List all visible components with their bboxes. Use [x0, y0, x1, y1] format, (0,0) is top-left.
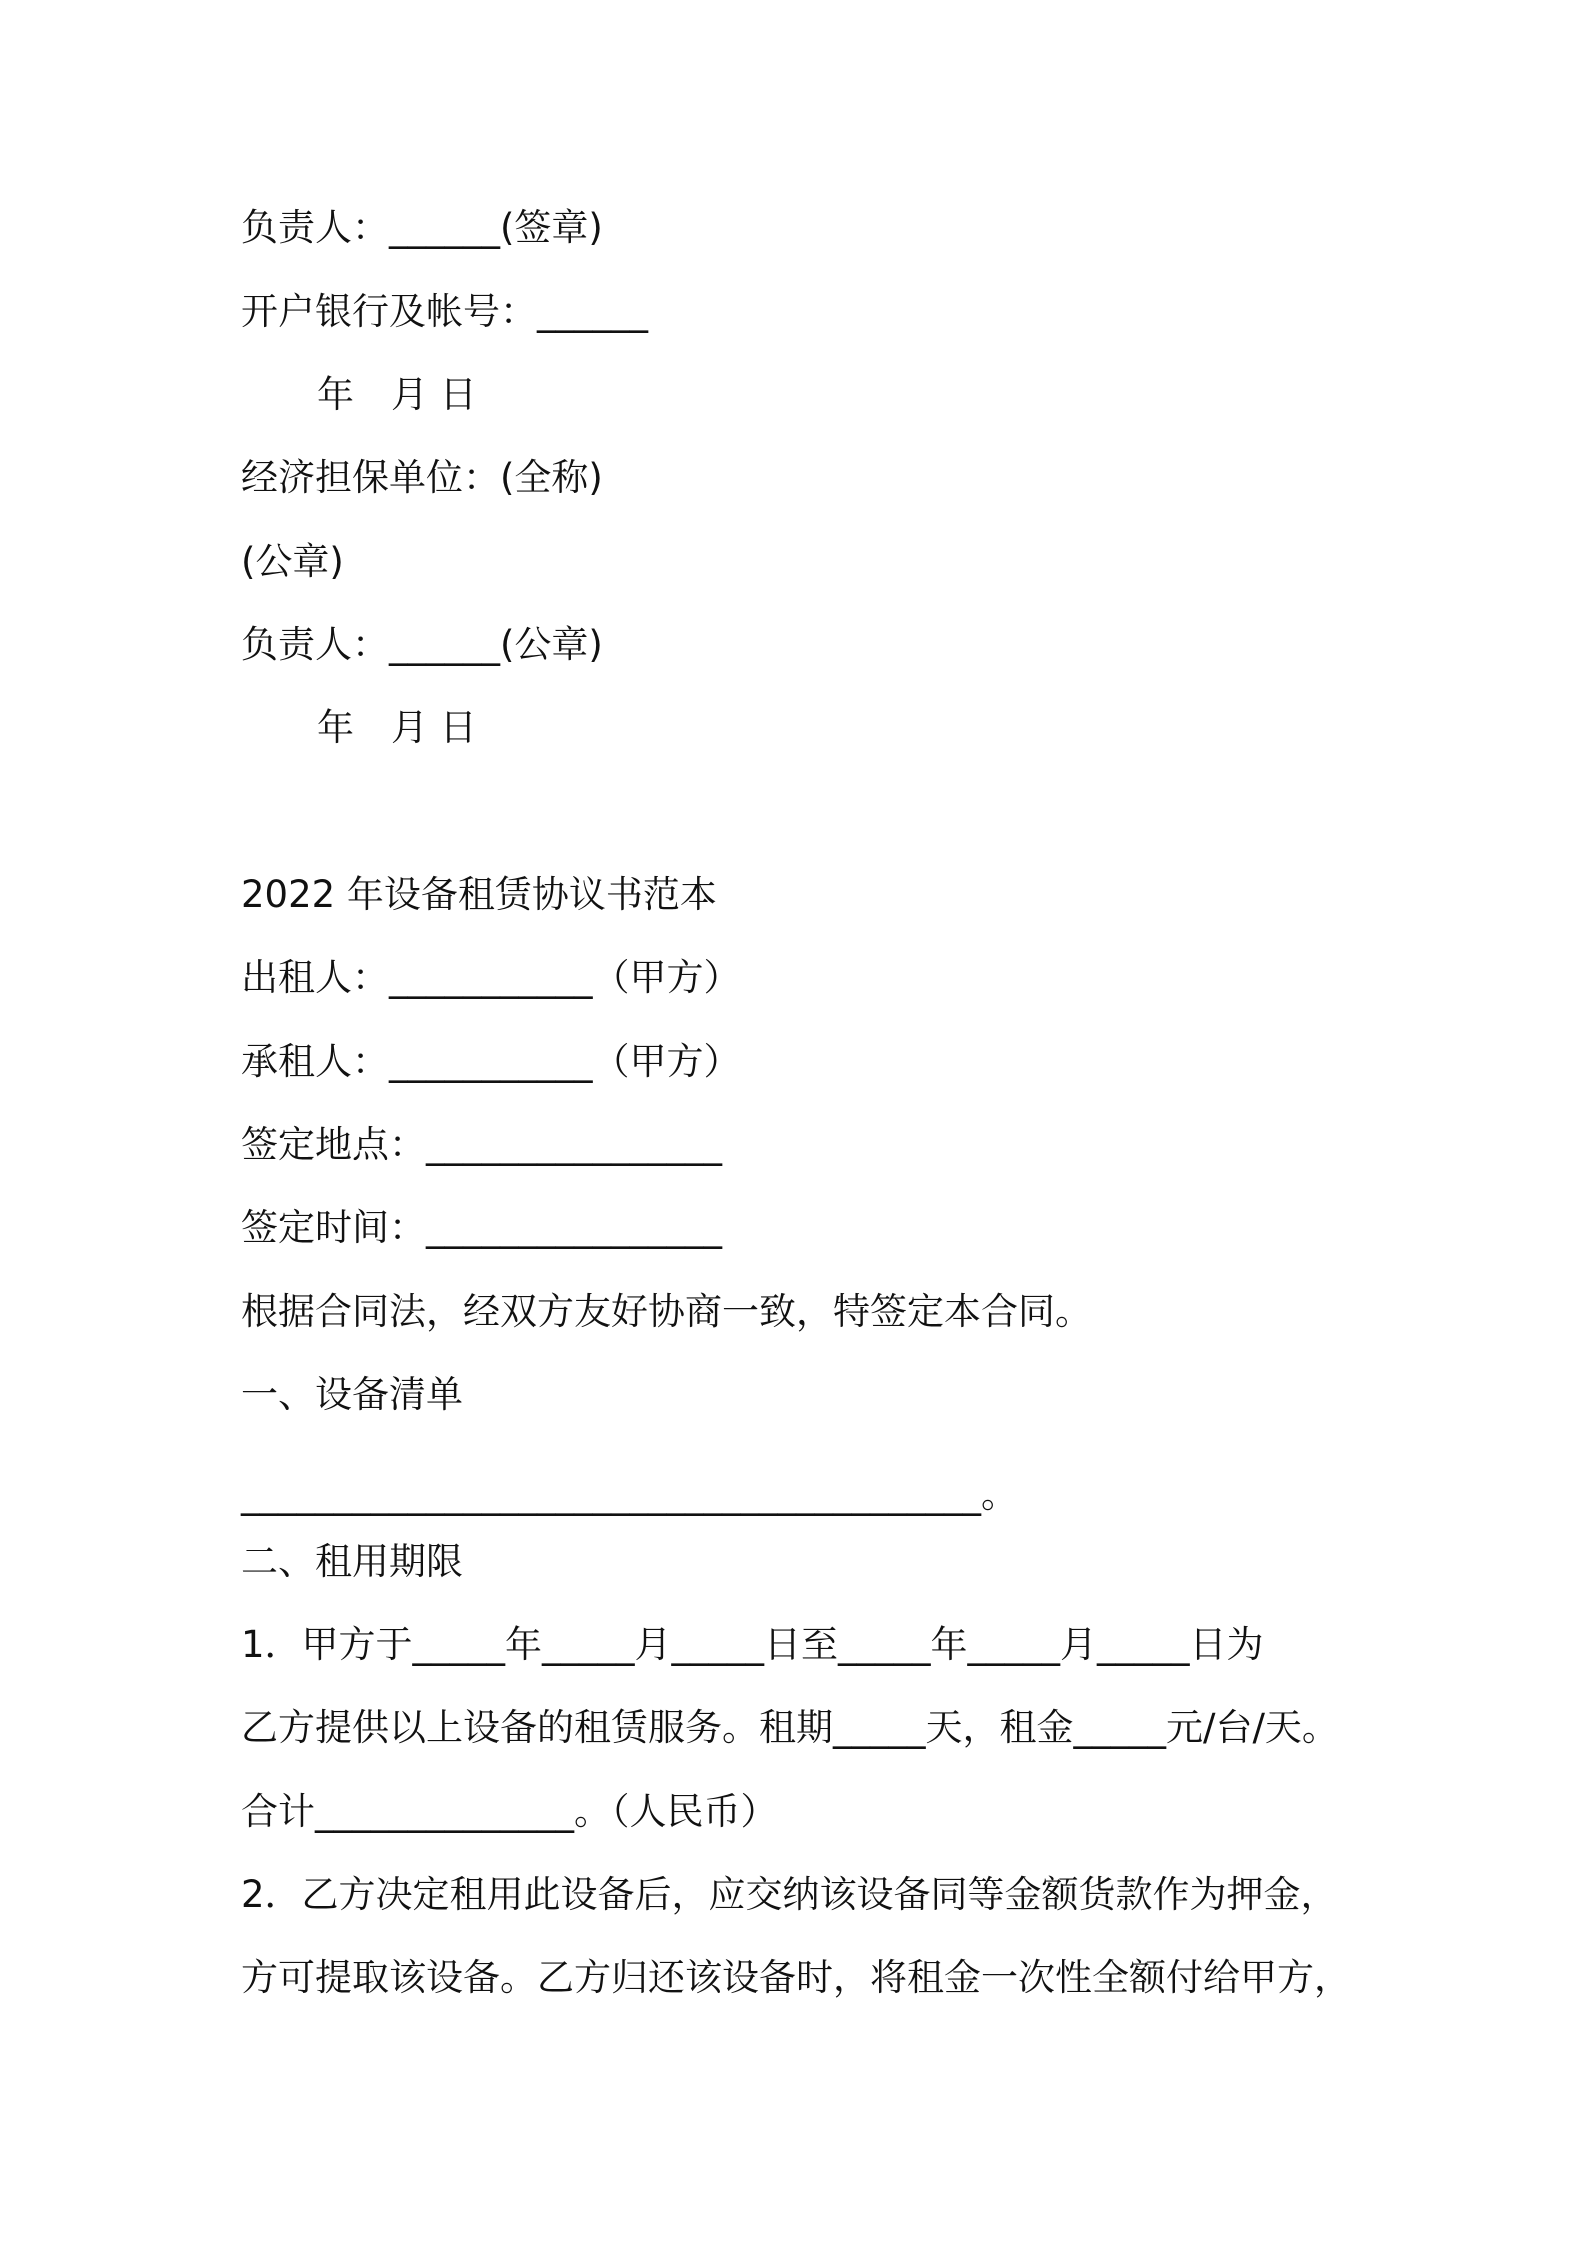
document-title: 2022 年设备租赁协议书范本 [241, 873, 717, 916]
text-line-lessee: 承租人：___________（甲方） [241, 1040, 741, 1083]
text-line-signing-time: 签定时间：________________ [241, 1206, 722, 1249]
text-line-clause-1-part-2: 乙方提供以上设备的租赁服务。租期_____天，租金_____元/台/天。 [241, 1706, 1339, 1749]
section-heading-lease-term: 二、租用期限 [241, 1540, 463, 1583]
text-line-principal-signature: 负责人：______(签章) [241, 206, 603, 249]
text-line-date-2: 年 月 日 [317, 706, 477, 749]
text-line-lessor: 出租人：___________（甲方） [241, 956, 741, 999]
text-line-clause-1-part-1: 1．甲方于_____年_____月_____日至_____年_____月_____日为 [241, 1623, 1264, 1666]
text-line-principal-seal: 负责人：______(公章) [241, 623, 603, 666]
text-line-official-seal: (公章) [241, 540, 344, 583]
text-line-equipment-blank: ________________________________________。 [241, 1473, 1018, 1516]
section-heading-equipment-list: 一、设备清单 [241, 1373, 463, 1416]
text-line-bank-account: 开户银行及帐号：______ [241, 290, 648, 333]
text-line-preamble: 根据合同法，经双方友好协商一致，特签定本合同。 [241, 1290, 1092, 1333]
text-line-guarantor: 经济担保单位：(全称) [241, 456, 603, 499]
text-line-signing-place: 签定地点：________________ [241, 1123, 722, 1166]
text-line-clause-2-part-2: 方可提取该设备。乙方归还该设备时，将租金一次性全额付给甲方， [241, 1956, 1351, 1999]
text-line-date-1: 年 月 日 [317, 373, 477, 416]
text-line-clause-1-total: 合计______________。（人民币） [241, 1790, 778, 1833]
text-line-clause-2-part-1: 2．乙方决定租用此设备后，应交纳该设备同等金额货款作为押金， [241, 1873, 1338, 1916]
